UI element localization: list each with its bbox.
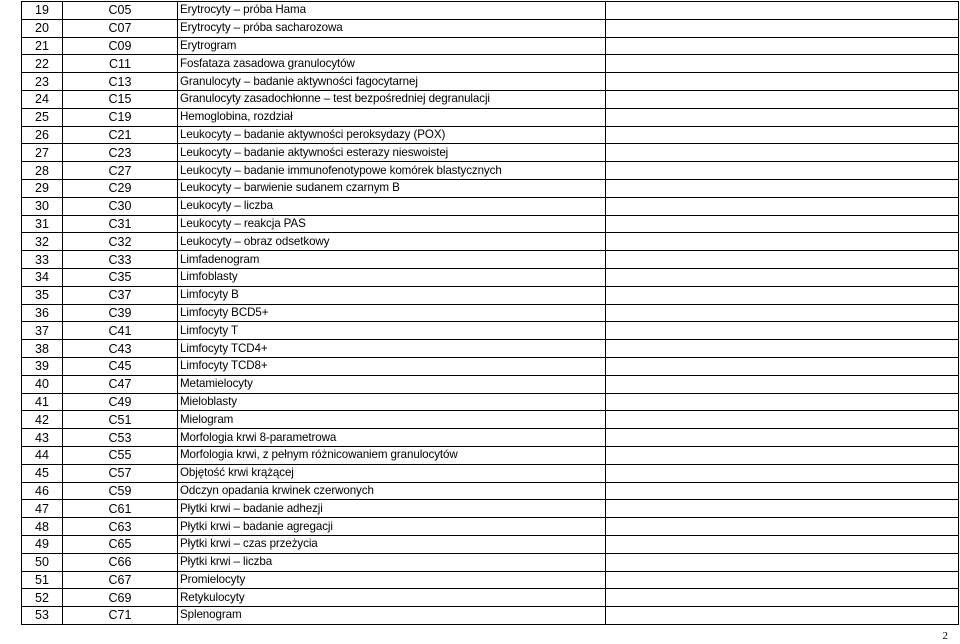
row-number-cell: 43: [22, 429, 63, 447]
test-code-cell: C13: [63, 73, 178, 91]
empty-cell: [606, 55, 959, 73]
test-name-cell: Metamielocyty: [178, 375, 606, 393]
test-name-cell: Limfocyty TCD4+: [178, 340, 606, 358]
row-number-cell: 51: [22, 571, 63, 589]
test-name-cell: Leukocyty – reakcja PAS: [178, 215, 606, 233]
row-number-cell: 37: [22, 322, 63, 340]
test-name-cell: Mielogram: [178, 411, 606, 429]
test-name-cell: Erytrogram: [178, 37, 606, 55]
table-row: [22, 55, 959, 73]
test-code-cell: C49: [63, 393, 178, 411]
table-row: [22, 19, 959, 37]
test-code-cell: C66: [63, 553, 178, 571]
empty-cell: [606, 90, 959, 108]
empty-cell: [606, 375, 959, 393]
table-row: [22, 393, 959, 411]
row-number-cell: 45: [22, 464, 63, 482]
table-row: [22, 518, 959, 536]
test-name-cell: Leukocyty – badanie aktywności peroksydazy (POX): [178, 126, 606, 144]
row-number-cell: 47: [22, 500, 63, 518]
test-name-cell: Leukocyty – badanie aktywności esterazy nieswoistej: [178, 144, 606, 162]
test-code-cell: C30: [63, 197, 178, 215]
test-code-cell: C57: [63, 464, 178, 482]
row-number-cell: 36: [22, 304, 63, 322]
empty-cell: [606, 2, 959, 20]
test-name-cell: Limfocyty B: [178, 286, 606, 304]
empty-cell: [606, 607, 959, 625]
test-code-cell: C05: [63, 2, 178, 20]
row-number-cell: 39: [22, 357, 63, 375]
empty-cell: [606, 411, 959, 429]
empty-cell: [606, 37, 959, 55]
table-row: [22, 357, 959, 375]
table-row: [22, 589, 959, 607]
empty-cell: [606, 535, 959, 553]
test-name-cell: Płytki krwi – badanie agregacji: [178, 518, 606, 536]
test-code-cell: C71: [63, 607, 178, 625]
test-code-cell: C11: [63, 55, 178, 73]
empty-cell: [606, 268, 959, 286]
table-row: [22, 446, 959, 464]
test-code-cell: C59: [63, 482, 178, 500]
table-row: [22, 126, 959, 144]
table-row: [22, 553, 959, 571]
table-row: [22, 322, 959, 340]
row-number-cell: 48: [22, 518, 63, 536]
test-name-cell: Hemoglobina, rozdział: [178, 108, 606, 126]
row-number-cell: 44: [22, 446, 63, 464]
row-number-cell: 28: [22, 162, 63, 180]
table-row: [22, 304, 959, 322]
empty-cell: [606, 108, 959, 126]
empty-cell: [606, 589, 959, 607]
test-name-cell: Limfoblasty: [178, 268, 606, 286]
empty-cell: [606, 357, 959, 375]
test-code-cell: C29: [63, 179, 178, 197]
test-code-cell: C55: [63, 446, 178, 464]
test-name-cell: Promielocyty: [178, 571, 606, 589]
test-name-cell: Płytki krwi – badanie adhezji: [178, 500, 606, 518]
table-row: [22, 144, 959, 162]
table-row: [22, 2, 959, 20]
test-name-cell: Morfologia krwi 8-parametrowa: [178, 429, 606, 447]
test-list-table-container: [21, 1, 959, 625]
test-name-cell: Morfologia krwi, z pełnym różnicowaniem granulocytów: [178, 446, 606, 464]
empty-cell: [606, 571, 959, 589]
row-number-cell: 38: [22, 340, 63, 358]
empty-cell: [606, 340, 959, 358]
row-number-cell: 50: [22, 553, 63, 571]
empty-cell: [606, 304, 959, 322]
empty-cell: [606, 446, 959, 464]
row-number-cell: 31: [22, 215, 63, 233]
test-code-cell: C32: [63, 233, 178, 251]
test-code-cell: C41: [63, 322, 178, 340]
test-name-cell: Erytrocyty – próba Hama: [178, 2, 606, 20]
test-code-cell: C43: [63, 340, 178, 358]
empty-cell: [606, 233, 959, 251]
row-number-cell: 20: [22, 19, 63, 37]
test-name-cell: Limfadenogram: [178, 251, 606, 269]
table-row: [22, 233, 959, 251]
row-number-cell: 46: [22, 482, 63, 500]
test-code-cell: C65: [63, 535, 178, 553]
row-number-cell: 25: [22, 108, 63, 126]
empty-cell: [606, 518, 959, 536]
test-name-cell: Leukocyty – liczba: [178, 197, 606, 215]
table-row: [22, 464, 959, 482]
row-number-cell: 23: [22, 73, 63, 91]
empty-cell: [606, 162, 959, 180]
table-row: [22, 90, 959, 108]
table-row: [22, 197, 959, 215]
test-code-cell: C19: [63, 108, 178, 126]
test-code-cell: C35: [63, 268, 178, 286]
test-code-cell: C27: [63, 162, 178, 180]
test-code-cell: C51: [63, 411, 178, 429]
test-code-cell: C67: [63, 571, 178, 589]
test-code-cell: C09: [63, 37, 178, 55]
test-name-cell: Płytki krwi – czas przeżycia: [178, 535, 606, 553]
test-name-cell: Odczyn opadania krwinek czerwonych: [178, 482, 606, 500]
test-name-cell: Retykulocyty: [178, 589, 606, 607]
test-code-cell: C33: [63, 251, 178, 269]
row-number-cell: 30: [22, 197, 63, 215]
test-code-cell: C63: [63, 518, 178, 536]
row-number-cell: 34: [22, 268, 63, 286]
row-number-cell: 52: [22, 589, 63, 607]
page-number: 2: [942, 630, 948, 642]
table-row: [22, 340, 959, 358]
table-row: [22, 375, 959, 393]
table-row: [22, 500, 959, 518]
test-name-cell: Fosfataza zasadowa granulocytów: [178, 55, 606, 73]
table-row: [22, 571, 959, 589]
row-number-cell: 53: [22, 607, 63, 625]
test-code-cell: C31: [63, 215, 178, 233]
row-number-cell: 19: [22, 2, 63, 20]
empty-cell: [606, 553, 959, 571]
test-code-cell: C53: [63, 429, 178, 447]
row-number-cell: 27: [22, 144, 63, 162]
test-code-cell: C47: [63, 375, 178, 393]
test-name-cell: Limfocyty T: [178, 322, 606, 340]
empty-cell: [606, 482, 959, 500]
table-row: [22, 429, 959, 447]
test-name-cell: Leukocyty – barwienie sudanem czarnym B: [178, 179, 606, 197]
table-row: [22, 286, 959, 304]
table-row: [22, 73, 959, 91]
table-row: [22, 37, 959, 55]
test-name-cell: Limfocyty BCD5+: [178, 304, 606, 322]
test-code-cell: C15: [63, 90, 178, 108]
row-number-cell: 22: [22, 55, 63, 73]
row-number-cell: 26: [22, 126, 63, 144]
empty-cell: [606, 197, 959, 215]
test-name-cell: Granulocyty zasadochłonne – test bezpośredniej degranulacji: [178, 90, 606, 108]
table-row: [22, 482, 959, 500]
empty-cell: [606, 215, 959, 233]
empty-cell: [606, 19, 959, 37]
empty-cell: [606, 286, 959, 304]
test-code-cell: C21: [63, 126, 178, 144]
empty-cell: [606, 393, 959, 411]
row-number-cell: 49: [22, 535, 63, 553]
empty-cell: [606, 126, 959, 144]
row-number-cell: 41: [22, 393, 63, 411]
empty-cell: [606, 322, 959, 340]
test-code-cell: C23: [63, 144, 178, 162]
row-number-cell: 32: [22, 233, 63, 251]
table-row: [22, 162, 959, 180]
test-code-cell: C69: [63, 589, 178, 607]
empty-cell: [606, 251, 959, 269]
row-number-cell: 42: [22, 411, 63, 429]
table-row: [22, 535, 959, 553]
table-row: [22, 251, 959, 269]
row-number-cell: 40: [22, 375, 63, 393]
test-name-cell: Płytki krwi – liczba: [178, 553, 606, 571]
empty-cell: [606, 464, 959, 482]
test-name-cell: Mieloblasty: [178, 393, 606, 411]
empty-cell: [606, 179, 959, 197]
empty-cell: [606, 500, 959, 518]
test-name-cell: Erytrocyty – próba sacharozowa: [178, 19, 606, 37]
test-code-cell: C61: [63, 500, 178, 518]
test-code-cell: C39: [63, 304, 178, 322]
row-number-cell: 24: [22, 90, 63, 108]
test-name-cell: Leukocyty – badanie immunofenotypowe komórek blastycznych: [178, 162, 606, 180]
row-number-cell: 21: [22, 37, 63, 55]
table-row: [22, 179, 959, 197]
row-number-cell: 33: [22, 251, 63, 269]
test-name-cell: Leukocyty – obraz odsetkowy: [178, 233, 606, 251]
empty-cell: [606, 144, 959, 162]
empty-cell: [606, 73, 959, 91]
table-row: [22, 215, 959, 233]
empty-cell: [606, 429, 959, 447]
test-name-cell: Objętość krwi krążącej: [178, 464, 606, 482]
test-list-table: [21, 1, 959, 625]
table-row: [22, 108, 959, 126]
test-name-cell: Limfocyty TCD8+: [178, 357, 606, 375]
table-body: [22, 2, 959, 625]
table-row: [22, 268, 959, 286]
test-code-cell: C37: [63, 286, 178, 304]
test-code-cell: C45: [63, 357, 178, 375]
row-number-cell: 29: [22, 179, 63, 197]
table-row: [22, 607, 959, 625]
row-number-cell: 35: [22, 286, 63, 304]
test-name-cell: Splenogram: [178, 607, 606, 625]
test-name-cell: Granulocyty – badanie aktywności fagocytarnej: [178, 73, 606, 91]
table-row: [22, 411, 959, 429]
test-code-cell: C07: [63, 19, 178, 37]
